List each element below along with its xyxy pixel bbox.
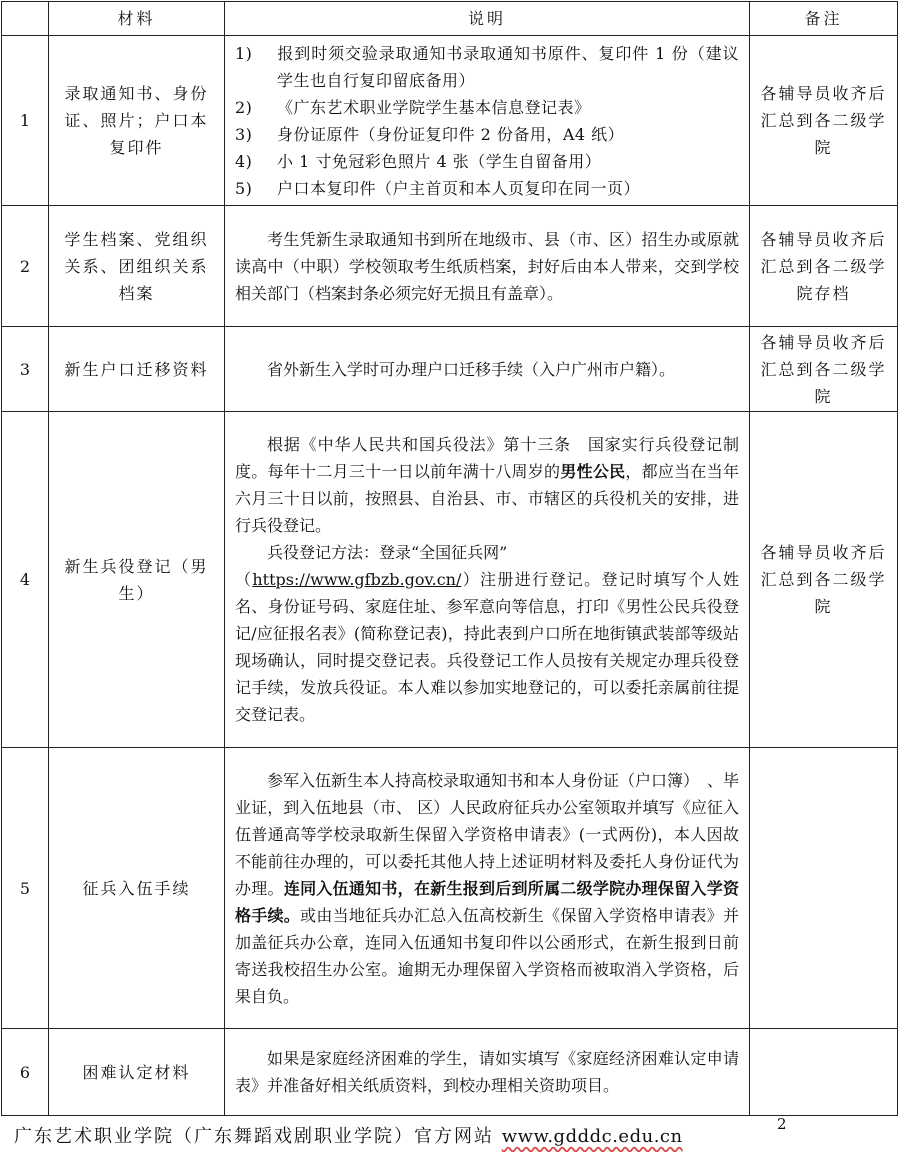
description-paragraph: （https://www.gfbzb.gov.cn/）注册进行登记。登记时填写个人姓名、身份证号码、家庭住址、参军意向等信息，打印《男性公民兵役登记/应征报名表》(简称登记表)，持此表到户口所在地街镇武装部等级站现场确认，同时提交登记表。兵役登记工作人员按有关规定办理兵役登记手续，发放兵役证。本人难以参加实地登记的，可以委托亲属前往提交登记表。 <box>235 570 739 724</box>
row-material: 新生兵役登记（男生） <box>49 412 225 748</box>
list-item: 5) 户口本复印件（户主首页和本人页复印在同一页） <box>235 178 641 198</box>
row-note: 各辅导员收齐后汇总到各二级学院 <box>750 327 898 412</box>
row-description <box>225 1029 750 1116</box>
row-number: 5 <box>2 748 49 1029</box>
list-item: 2) 《广东艺术职业学院学生基本信息登记表》 <box>235 97 591 117</box>
row-material: 新生户口迁移资料 <box>49 327 225 412</box>
page-footer <box>14 1122 683 1148</box>
requirement-list <box>235 40 739 202</box>
footer-text: 广东艺术职业学院（广东舞蹈戏剧职业学院）官方网站 <box>14 1126 502 1147</box>
description-paragraph: 根据《中华人民共和国兵役法》第十三条 国家实行兵役登记制度。每年十二月三十一日以前年满十八周岁的男性公民，都应当在当年六月三十日以前，按照县、自治县、市、市辖区的兵役机关的安排，进行兵役登记。 <box>235 435 739 535</box>
row-material: 困难认定材料 <box>49 1029 225 1116</box>
row-description <box>225 327 750 412</box>
table-row <box>2 206 898 327</box>
row-number: 2 <box>2 206 49 327</box>
table-row <box>2 327 898 412</box>
row-note: 各辅导员收齐后汇总到各二级学院 <box>750 412 898 748</box>
row-note <box>750 1029 898 1116</box>
row-material: 征兵入伍手续 <box>49 748 225 1029</box>
row-number: 3 <box>2 327 49 412</box>
row-description <box>225 412 750 748</box>
header-no <box>2 2 49 36</box>
table-header-row <box>2 2 898 36</box>
list-item: 4) 小 1 寸免冠彩色照片 4 张（学生自留备用） <box>235 151 602 171</box>
bold-emphasis: 连同入伍通知书，在新生报到后到所属二级学院办理保留入学资格手续。 <box>235 878 739 925</box>
description-paragraph: 参军入伍新生本人持高校录取通知书和本人身份证（户口簿） 、毕业证，到入伍地县（市、 区）人民政府征兵办公室领取并填写《应征入伍普通高等学校录取新生保留入学资格申请表》(一式两份)，本人因故不能前往办理的，可以委托其他人持上述证明材料及委托人身份证代为办理。连同入伍通知书，在新生报到后到所属二级学院办理保留入学资格手续。或由当地征兵办汇总入伍高校新生《保留入学资格申请表》并加盖征兵办公章，连同入伍通知书复印件以公函形式，在新生报到日前寄送我校招生办公室。逾期无办理保留入学资格而被取消入学资格，后果自负。 <box>235 770 740 1006</box>
official-website-link[interactable]: www.gdddc.edu.cn <box>501 1126 683 1147</box>
header-material: 材料 <box>49 2 225 36</box>
row-material: 学生档案、党组织关系、团组织关系档案 <box>49 206 225 327</box>
table-row <box>2 412 898 748</box>
row-material: 录取通知书、身份证、照片；户口本复印件 <box>49 36 225 206</box>
row-note: 各辅导员收齐后汇总到各二级学院 <box>750 36 898 206</box>
bold-emphasis: 男性公民 <box>560 462 626 481</box>
row-number: 4 <box>2 412 49 748</box>
description-paragraph: 省外新生入学时可办理户口迁移手续（入户广州市户籍）。 <box>267 359 676 379</box>
row-number: 1 <box>2 36 49 206</box>
description-paragraph: 兵役登记方法：登录“全国征兵网” <box>267 543 508 562</box>
row-description <box>225 206 750 327</box>
table-row <box>2 1029 898 1116</box>
materials-table <box>1 1 898 1116</box>
row-number: 6 <box>2 1029 49 1116</box>
row-note: 各辅导员收齐后汇总到各二级学院存档 <box>750 206 898 327</box>
table-row <box>2 36 898 206</box>
page-number: 2 <box>777 1115 787 1133</box>
description-paragraph: 考生凭新生录取通知书到所在地级市、县（市、区）招生办或原就读高中（中职）学校领取考生纸质档案，封好后由本人带来，交到学校相关部门（档案封条必须完好无损且有盖章）。 <box>235 229 739 303</box>
row-note <box>750 748 898 1029</box>
registration-link[interactable]: https://www.gfbzb.gov.cn/ <box>252 570 462 589</box>
list-item: 3) 身份证原件（身份证复印件 2 份备用，A4 纸） <box>235 124 625 144</box>
description-paragraph: 如果是家庭经济困难的学生，请如实填写《家庭经济困难认定申请表》并准备好相关纸质资料，到校办理相关资助项目。 <box>235 1049 739 1095</box>
header-note: 备注 <box>750 2 898 36</box>
row-description <box>225 748 750 1029</box>
header-description: 说明 <box>225 2 750 36</box>
table-row <box>2 748 898 1029</box>
list-item: 1) 报到时须交验录取通知书录取通知书原件、复印件 1 份（建议学生也自行复印留底备用） <box>235 43 739 90</box>
row-description <box>225 36 750 206</box>
